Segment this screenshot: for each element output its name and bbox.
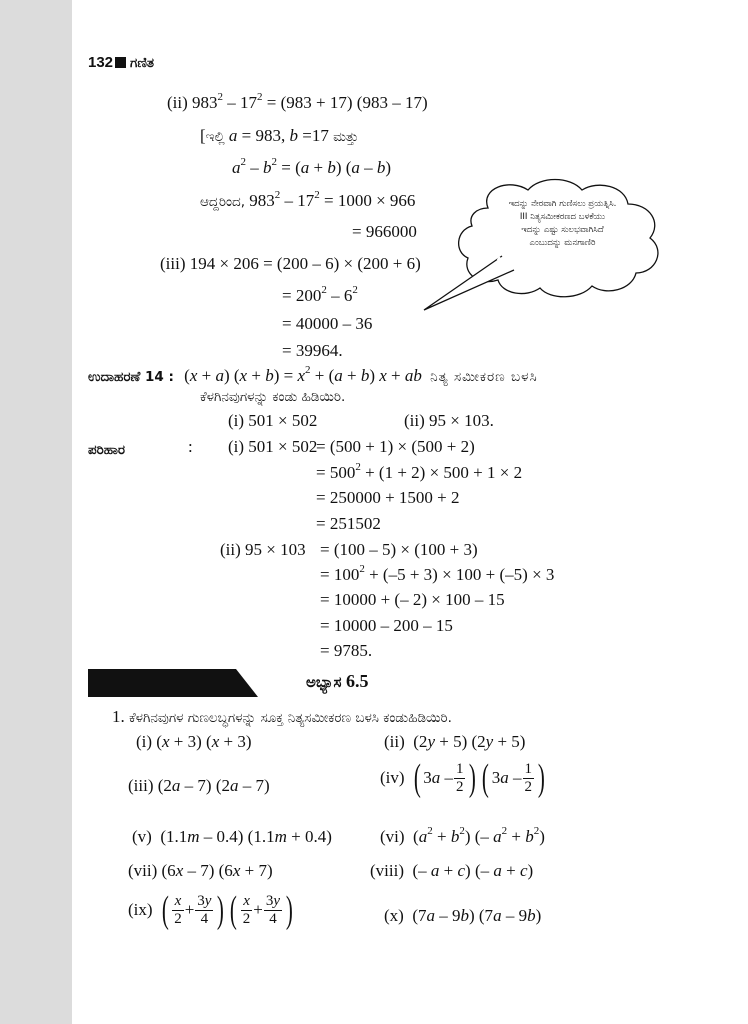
example14-part-ii: (ii) 95 × 103. [404, 411, 494, 430]
solution-iii-line1 [160, 254, 421, 274]
exercise-item-ii: (ii) (2y + 5) (2y + 5) [384, 732, 526, 751]
ix-den1-b: 2 [242, 910, 251, 927]
ix-den2-b: 4 [269, 910, 277, 927]
solution-ii-line3: = 10000 + (– 2) × 100 – 15 [320, 590, 505, 609]
solution-label: ಪರಿಹಾರ [88, 442, 126, 458]
q1-number: 1. [112, 707, 125, 726]
frac-num-2: 1 [524, 760, 533, 777]
exercise-q1 [112, 707, 452, 728]
page-gutter [0, 0, 72, 1024]
solution-ii-identity: $a^2 - b^2 = (a + b)$ (a – b) [232, 156, 392, 177]
solution-iii-line4: = 39964. [282, 341, 343, 360]
frac-den: 2 [455, 778, 464, 795]
exercise-item-iii: (iii) (2a – 7) (2a – 7) [128, 776, 270, 795]
solution-ii-lhs: (ii) 95 × 103 [220, 540, 306, 559]
solution-ii-note: [ಇಲ್ಲಿ a = 983, b =17 ಮತ್ತು [200, 126, 359, 145]
exercise-title: ಅಭ್ಯಾಸ 6.5 [306, 671, 369, 691]
solution-i-line4: = 251502 [316, 514, 381, 533]
fraction-half [454, 761, 466, 796]
solution-iii-expr: 194 × 206 = (200 – 6) × (200 + 6) [189, 254, 421, 273]
solution-ii-label: (ii) [167, 93, 188, 112]
therefore-word: ಆದ್ದರಿಂದ, [200, 194, 245, 210]
frac-den-2: 2 [524, 778, 533, 795]
exercise-item-iv: (iv) ( 3a – $\frac{1}{2}$ ) ( 3a – $\frac{1}{2}$ ) [380, 757, 545, 799]
q1-text: ಕೆಳಗಿನವುಗಳ ಗುಣಲಬ್ಧಗಳನ್ನು ಸೂಕ್ತ ನಿತ್ಯಸಮೀಕರಣ ಬಳಸಿ ಕಂಡುಹಿಡಿಯಿರಿ. [129, 710, 452, 726]
example14-part-i: (i) 501 × 502 [228, 411, 318, 430]
ix-plus-b: + [253, 900, 263, 919]
fraction-half-2 [523, 761, 535, 796]
example14-text: ನಿತ್ಯ ಸಮೀಕರಣ ಬಳಸಿ [430, 369, 538, 385]
ix-plus: + [184, 900, 195, 919]
page-header-title: ಗಣಿತ [130, 55, 155, 71]
solution-ii-therefore: ಆದ್ದರಿಂದ, $983^2 - 17^2 = 1000 \times 966$ [200, 189, 416, 210]
item-iv-label: (iv) [380, 768, 405, 787]
solution-iii-line3: = 40000 – 36 [282, 314, 373, 333]
solution-i-line2: = $500^2 + (1 + 2) \times 500 + 1 \times 2$ [316, 461, 523, 482]
callout-line4: ಎಂಬುದನ್ನು ಮನಗಾಣಿರಿ [529, 238, 596, 248]
callout-text [475, 198, 650, 250]
frac-num: 1 [455, 760, 464, 777]
solution-i-lhs: (i) 501 × 502 [228, 437, 318, 456]
exercise-item-i: (i) (x + 3) (x + 3) [136, 732, 252, 751]
example14-expr: (x + a) $(x + b) = x^2 + (a + b) x$ + ab [184, 364, 422, 385]
solution-iii-label: (iii) [160, 254, 186, 273]
solution-i-line1: = (500 + 1) × (500 + 2) [316, 437, 475, 456]
page-number: 132 [88, 54, 114, 71]
exercise-item-viii: (viii) (– a + c) (– a + c) [370, 861, 534, 880]
solution-iii-line2: = $200^2 - 6^2$ [282, 284, 358, 305]
square-bullet-icon [115, 57, 126, 68]
example14-statement [88, 366, 538, 387]
solution-ii-line5: = 9785. [320, 641, 373, 660]
callout-line3: ಇದನ್ನು ಎಷ್ಟು ಸುಲಭವಾಗಿಸಿದೆ [521, 225, 604, 235]
solution-ii-result: = 966000 [352, 222, 417, 241]
exercise-item-ix: (ix) ( $\frac{x}{2}$ + $\frac{3y}{4}$ ) ( $\frac{x}{2}$ + $\frac{3y}{4}$ ) [128, 889, 293, 931]
exercise-item-v: (v) (1.1m – 0.4) (1.1m + 0.4) [132, 827, 332, 846]
example14-statement-line2: ಕೆಳಗಿನವುಗಳನ್ನು ಕಂಡು ಹಿಡಿಯಿರಿ. [200, 389, 346, 405]
exercise-item-x: (x) (7a – 9b) (7a – 9b) [384, 906, 542, 925]
ix-num1-b: x [243, 892, 250, 909]
callout-line2: III ನಿತ್ಯಸಮೀಕರಣದ ಬಳಕೆಯು [519, 212, 606, 222]
exercise-banner-bar [88, 669, 258, 697]
item-ix-label: (ix) [128, 900, 153, 919]
ix-num2: 3y [197, 892, 212, 909]
solution-ii-line1: = (100 – 5) × (100 + 3) [320, 540, 478, 559]
example14-label: ಉದಾಹರಣೆ 14 : [88, 369, 174, 385]
solution-ii-line2: = $100^2 + (-5 + 3) \times 100 + (-5) \times 3$ [320, 563, 555, 584]
ix-num1: x [174, 892, 182, 909]
page-header [88, 53, 154, 73]
exercise-item-vii: (vii) (6x – 7) (6x + 7) [128, 861, 273, 880]
callout-line1: ಇದನ್ನು ನೇರವಾಗಿ ಗುಣಿಸಲು ಪ್ರಯತ್ನಿಸಿ. [508, 199, 617, 209]
exercise-item-vi: (vi) $(a^2 + b^2)$ (– $a^2 + b^2$) [380, 825, 545, 846]
solution-ii-line1 [167, 93, 428, 113]
solution-ii-expr: $983^2 - 17^2 = (983 + 17)$ (983 – 17) [192, 91, 428, 112]
ix-den1: 2 [174, 910, 182, 927]
solution-ii-line4: = 10000 – 200 – 15 [320, 616, 453, 635]
ix-num2-b: 3y [265, 892, 281, 909]
solution-colon: : [188, 437, 193, 456]
ix-den2: 4 [200, 910, 209, 927]
solution-i-line3: = 250000 + 1500 + 2 [316, 488, 460, 507]
